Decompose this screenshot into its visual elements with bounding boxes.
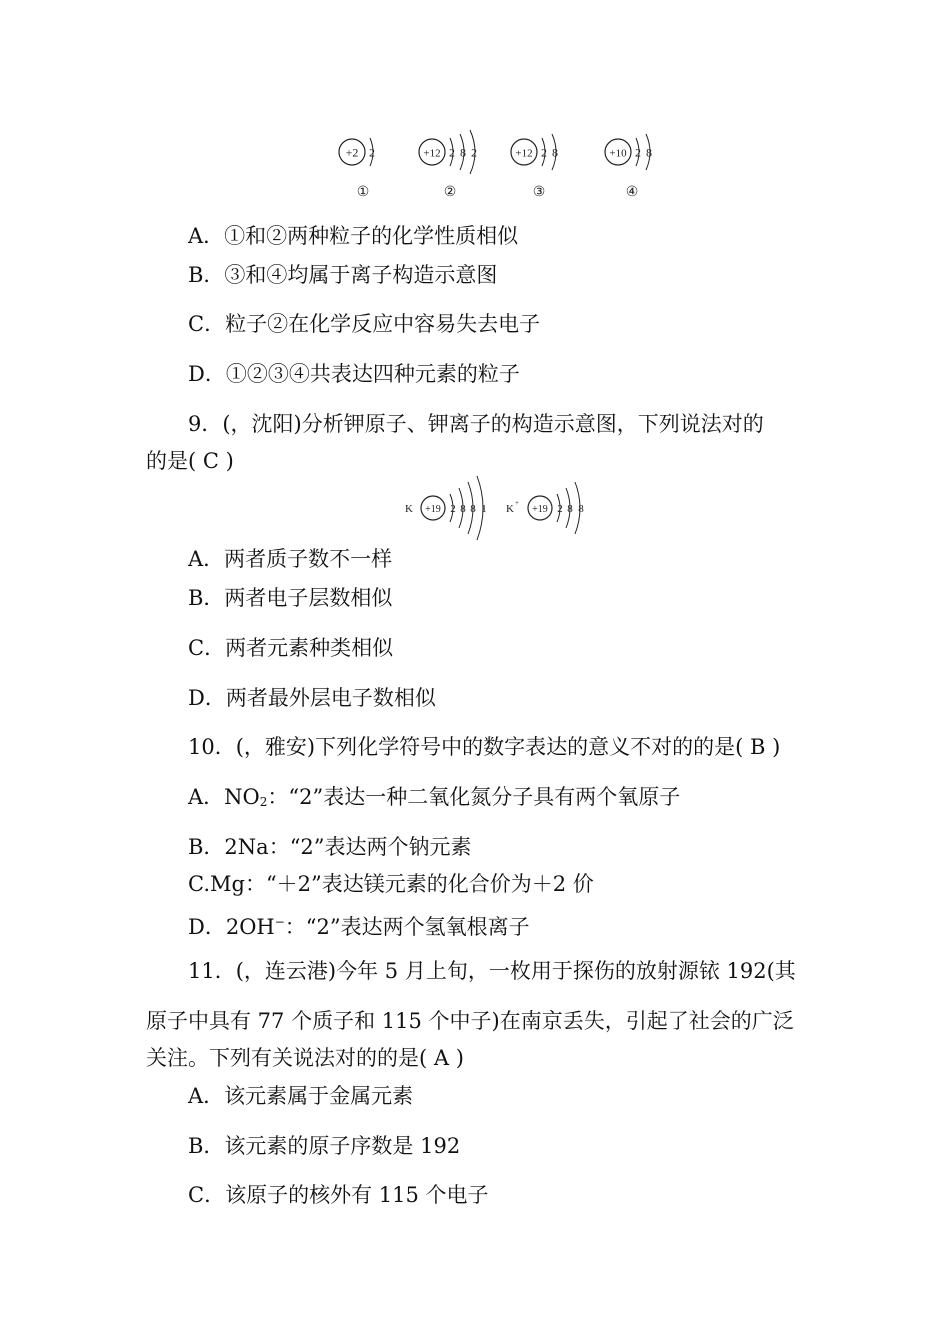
potassium-ion-shell-3: 8 — [578, 503, 584, 515]
potassium-atom-shell-2: 8 — [460, 503, 466, 515]
potassium-ion-nucleus: +19 — [532, 504, 548, 515]
particle-2-label: ② — [443, 185, 457, 200]
q11-option-a: A．该元素属于金属元素 — [188, 1084, 414, 1108]
particle-3-diagram — [511, 134, 558, 200]
q9-option-d: D．两者最外层电子数相似 — [188, 686, 436, 710]
q9-stem-line-2: 的是( C ) — [146, 449, 234, 473]
q11-stem-line-1: 11．(，连云港)今年 5 月上旬，一枚用于探伤的放射源铱 192(其 — [188, 959, 796, 983]
particle-2-shell-2: 8 — [460, 145, 466, 160]
q10-option-a — [188, 783, 810, 816]
q11-option-c: C．该原子的核外有 115 个电子 — [188, 1183, 489, 1207]
particle-2-shell-3: 2 — [471, 145, 477, 160]
potassium-ion-symbol: K — [506, 503, 514, 515]
potassium-atom-diagram — [405, 476, 487, 540]
potassium-structure-diagrams — [398, 474, 608, 540]
q10-option-a-text: ：“2”表达一种二氧化氮分子具有两个氧原子 — [267, 785, 681, 809]
particle-4-label: ④ — [625, 185, 639, 200]
q10-option-a-prefix: A．NO — [188, 785, 260, 809]
potassium-ion-diagram — [506, 482, 584, 534]
potassium-atom-symbol: K — [405, 503, 413, 515]
particle-4-nucleus: +10 — [609, 147, 627, 160]
particle-3-shell-1: 2 — [541, 145, 547, 160]
q10-option-a-subscript: 2 — [259, 795, 268, 809]
q9-option-b: B．两者电子层数相似 — [188, 586, 393, 610]
particle-4-shell-1: 2 — [635, 145, 641, 160]
particle-4-shell-2: 8 — [646, 145, 652, 160]
q10-option-d — [188, 908, 810, 941]
particle-1-shell-1: 2 — [369, 145, 375, 160]
particle-3-label: ③ — [532, 185, 546, 200]
particle-2-diagram — [419, 130, 477, 200]
particle-1-nucleus: +2 — [345, 145, 359, 160]
q11-option-b: B．该元素的原子序数是 192 — [188, 1134, 461, 1158]
q10-option-d-text: ：“2”表达两个氢氧根离子 — [284, 915, 530, 939]
potassium-atom-nucleus: +19 — [425, 504, 441, 515]
q9-option-a: A．两者质子数不一样 — [188, 547, 393, 571]
q10-option-b: B．2Na：“2”表达两个钠元素 — [188, 835, 472, 859]
q8-option-b: B．③和④均属于离子构造示意图 — [188, 263, 498, 287]
q8-option-c: C．粒子②在化学反应中容易失去电子 — [188, 312, 541, 336]
q11-stem-line-2: 原子中具有 77 个质子和 115 个中子)在南京丢失，引起了社会的广泛 — [146, 1009, 794, 1033]
particle-structure-diagrams — [320, 122, 680, 206]
potassium-ion-shell-2: 8 — [567, 503, 573, 515]
q10-stem: 10．(，雅安)下列化学符号中的数字表达的意义不对的的是( B ) — [188, 735, 781, 759]
particle-3-nucleus: +12 — [515, 147, 533, 160]
particle-3-shell-2: 8 — [552, 145, 558, 160]
potassium-ion-shell-1: 2 — [557, 503, 563, 515]
particle-4-diagram — [605, 134, 652, 200]
q9-option-c: C．两者元素种类相似 — [188, 636, 394, 660]
potassium-atom-shell-1: 2 — [450, 503, 456, 515]
q10-option-d-prefix: D．2OH — [188, 915, 275, 939]
q8-option-a: A．①和②两种粒子的化学性质相似 — [188, 224, 519, 248]
particle-1-diagram — [339, 138, 375, 200]
potassium-ion-charge: + — [515, 499, 519, 507]
q11-stem-line-3: 关注。下列有关说法对的的是( A ) — [146, 1046, 464, 1070]
q9-stem-line-1: 9．(，沈阳)分析钾原子、钾离子的构造示意图，下列说法对的 — [188, 412, 764, 436]
potassium-atom-shell-3: 8 — [470, 503, 476, 515]
q10-option-d-superscript: − — [274, 915, 285, 929]
q10-option-c: C.Mg：“＋2”表达镁元素的化合价为＋2 价 — [188, 872, 594, 896]
particle-2-shell-1: 2 — [449, 145, 455, 160]
particle-2-nucleus: +12 — [423, 147, 441, 160]
q8-option-d: D．①②③④共表达四种元素的粒子 — [188, 362, 520, 386]
particle-1-label: ① — [356, 185, 370, 200]
potassium-atom-shell-4: 1 — [481, 503, 487, 515]
